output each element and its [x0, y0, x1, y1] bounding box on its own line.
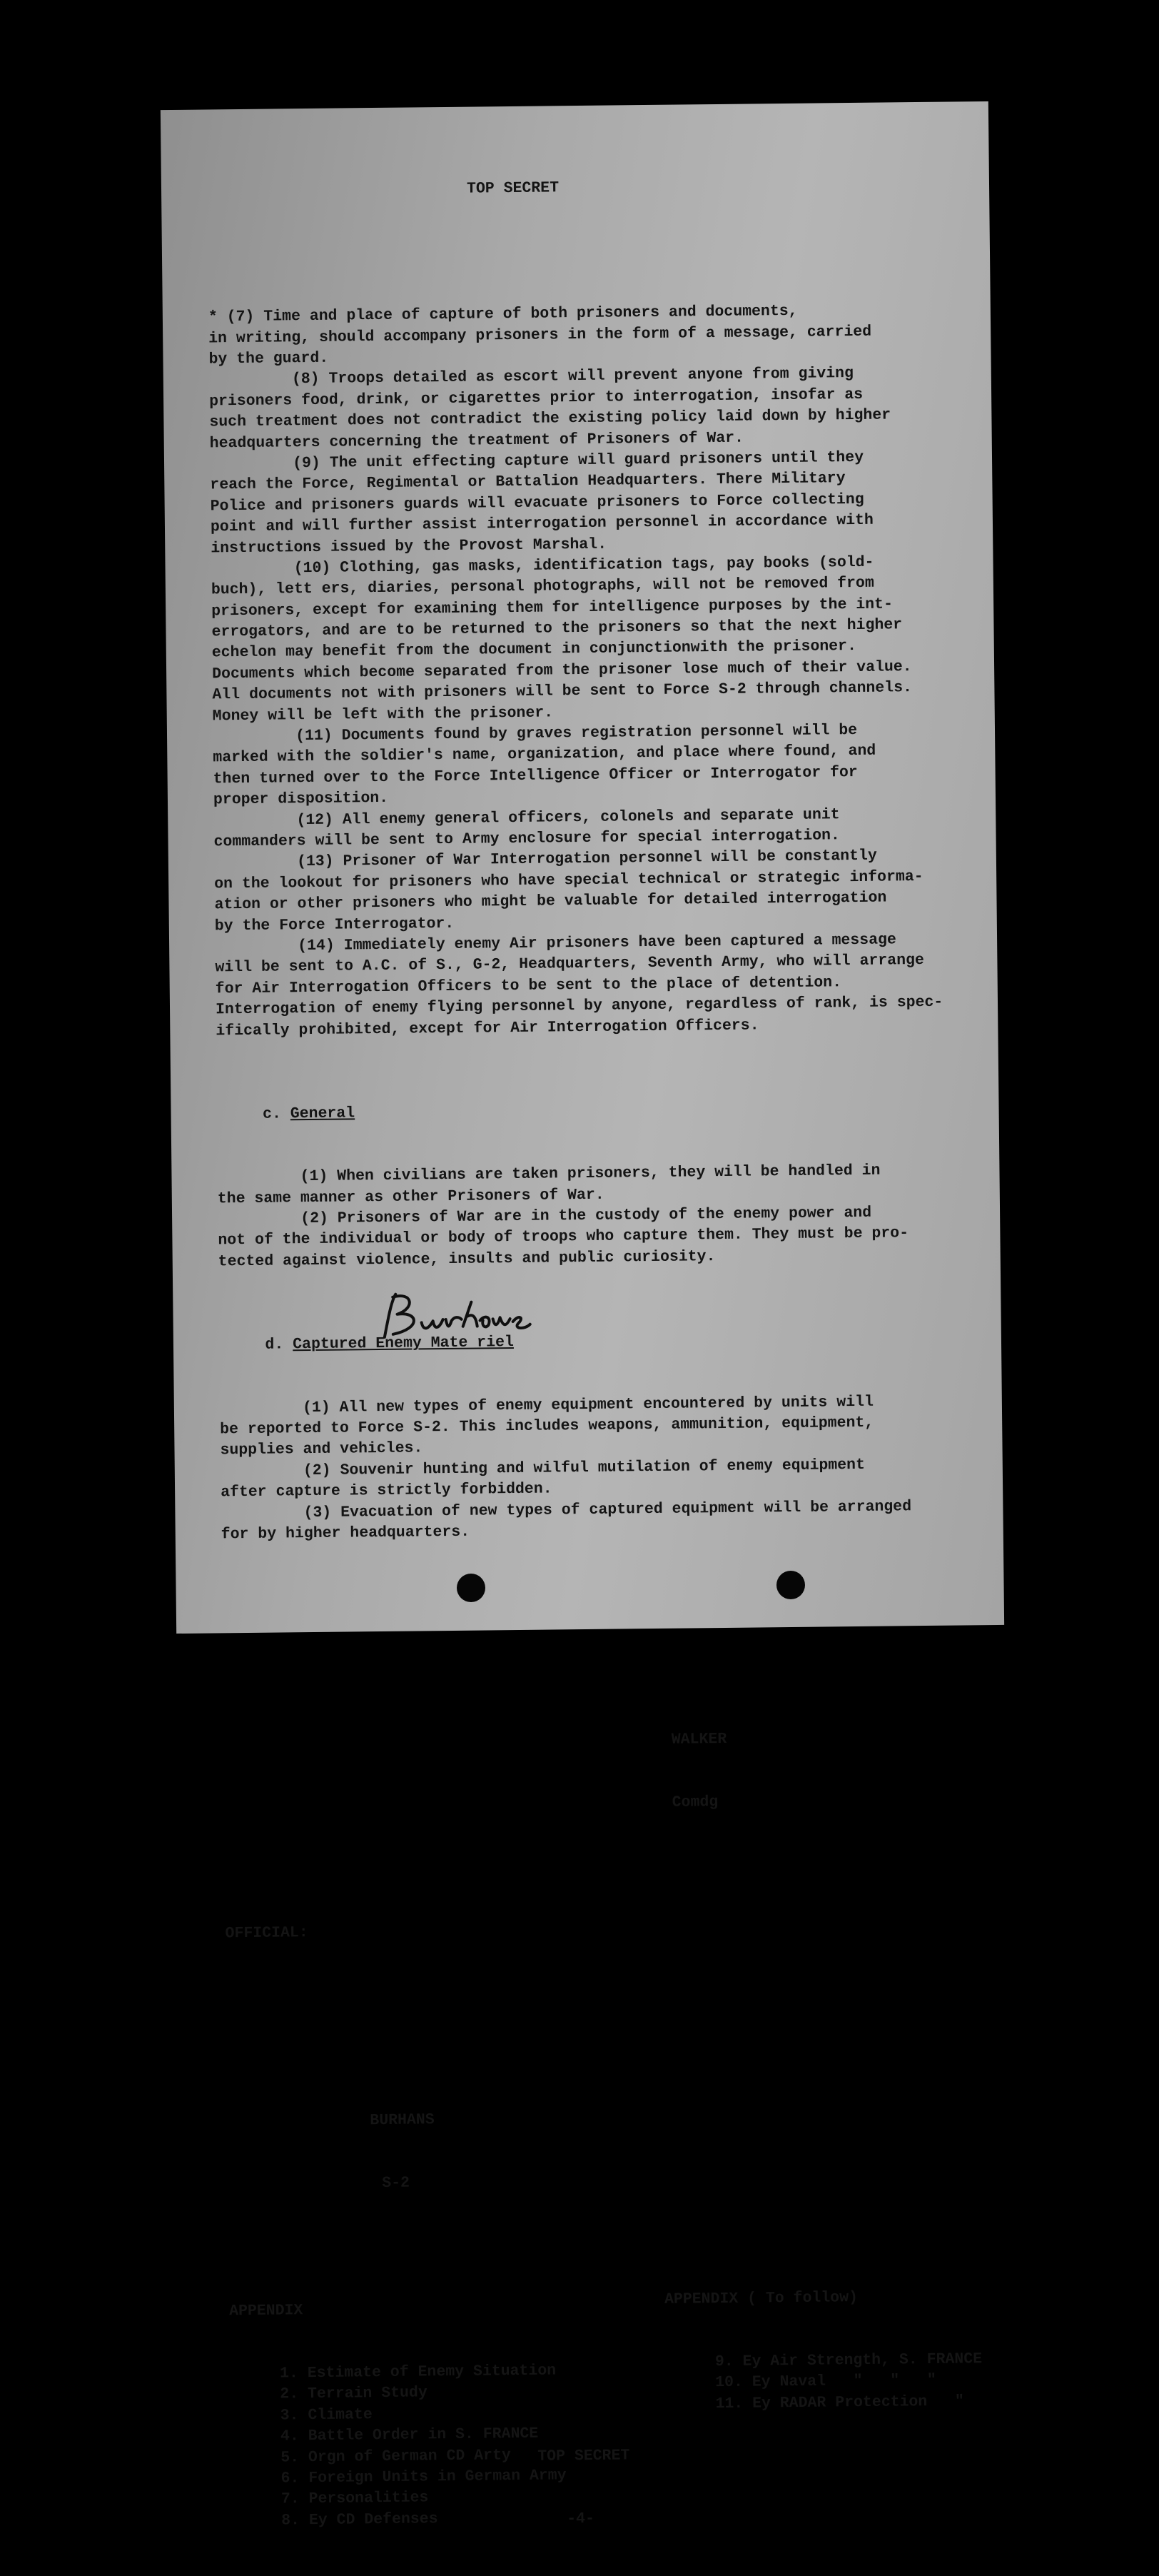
- punch-hole-right: [776, 1571, 805, 1599]
- section-d-heading: [219, 1328, 961, 1357]
- appendix-item: 5. Orgn of German CD Arty: [280, 2446, 511, 2467]
- appendix-left: [228, 2255, 567, 2574]
- official-name: BURHANS: [370, 2111, 435, 2130]
- text-line: point and will further assist interrogation personnel in accordance with: [210, 511, 874, 536]
- text-line: the same manner as other Prisoners of War.: [217, 1186, 604, 1208]
- text-line: in writing, should accompany prisoners in the form of a message, carried: [208, 323, 872, 348]
- text-line: (12) All enemy general officers, colonels and separate unit: [213, 805, 840, 830]
- text-line: (1) When civilians are taken prisoners, they will be handled in: [217, 1162, 881, 1187]
- text-line: then turned over to the Force Intelligence Officer or Interrogator for: [213, 763, 858, 788]
- text-line: All documents not with prisoners will be sent to Force S-2 through channels.: [212, 679, 913, 704]
- appendix-item: 4. Battle Order in S. FRANCE: [280, 2425, 539, 2445]
- text-line: tected against violence, insults and public curiosity.: [218, 1247, 716, 1271]
- text-line: supplies and vehicles.: [220, 1439, 423, 1459]
- appendix-block: [228, 2251, 983, 2530]
- text-line: reach the Force, Regimental or Battalion Headquarters. There Military: [210, 470, 846, 494]
- appendix-follow-title: APPENDIX ( To follow): [664, 2288, 859, 2308]
- document-sheet: [161, 101, 1004, 2530]
- appendix-item: 3. Climate: [280, 2406, 373, 2425]
- text-line: Police and prisoners guards will evacuate prisoners to Force collecting: [210, 490, 864, 515]
- text-line: such treatment does not contradict the existing policy laid down by higher: [209, 406, 891, 431]
- spacer: [223, 1664, 965, 1692]
- section-c-letter: c.: [262, 1105, 282, 1123]
- text-line: (8) Troops detailed as escort will prevent anyone from giving: [208, 365, 854, 389]
- text-line: by the Force Interrogator.: [214, 915, 455, 935]
- text-line: after capture is strictly forbidden.: [221, 1480, 552, 1501]
- text-line: (3) Evacuation of new types of captured equipment will be arranged: [221, 1497, 912, 1522]
- appendix-item: 11. Ey RADAR Protection ": [715, 2393, 965, 2413]
- text-line: Documents which become separated from the prisoner lose much of their value.: [212, 658, 912, 683]
- text-line: (10) Clothing, gas masks, identification tags, pay books (sold-: [211, 553, 874, 578]
- punch-hole-left: [457, 1574, 485, 1602]
- footer-classification: TOP SECRET: [537, 2447, 630, 2465]
- text-line: not of the individual or body of troops who capture them. They must be pro-: [218, 1224, 909, 1249]
- text-line: marked with the soldier's name, organization, and place where found, and: [213, 743, 876, 767]
- spacer: [226, 2041, 968, 2070]
- text-line: (14) Immediately enemy Air prisoners have been captured a message: [215, 931, 896, 956]
- text-line: (2) Prisoners of War are in the custody of the enemy power and: [218, 1204, 872, 1229]
- section-d-paragraphs: [220, 1391, 963, 1546]
- text-line: on the lookout for prisoners who have special technical or strategic informa-: [214, 867, 923, 893]
- spacer: [208, 237, 950, 266]
- text-line: will be sent to A.C. of S., G-2, Headquarters, Seventh Army, who will arrange: [215, 952, 924, 977]
- section-c-paragraphs: [217, 1160, 960, 1273]
- text-line: (2) Souvenir hunting and wilful mutilation of enemy equipment: [220, 1456, 866, 1481]
- section-d-title: Captured Enemy Mate riel: [293, 1334, 514, 1354]
- spacer: [222, 1601, 964, 1629]
- text-line: for by higher headquarters.: [221, 1523, 470, 1544]
- burhans-signature: [371, 1286, 543, 1348]
- main-paragraphs: [208, 300, 958, 1042]
- text-line: (9) The unit effecting capture will guard prisoners until they: [209, 448, 864, 473]
- appendix-item: 7. Personalities: [280, 2489, 429, 2508]
- text-line: echelon may benefit from the document in conjunctionwith the prisoner.: [211, 638, 857, 662]
- official-label: OFFICIAL:: [225, 1923, 308, 1942]
- text-line: (1) All new types of enemy equipment encountered by units will: [219, 1393, 874, 1418]
- footer: [537, 2404, 631, 2573]
- official-title: S-2: [382, 2175, 410, 2193]
- spacer: [226, 1978, 968, 2007]
- text-line: prisoners food, drink, or cigarettes prior to interrogation, insofar as: [209, 386, 864, 411]
- page-number: -4-: [567, 2510, 595, 2528]
- appendix-list: [230, 2360, 567, 2532]
- text-line: errogators, and are to be returned to the prisoners so that the next higher: [211, 616, 903, 641]
- appendix-item: 8. Ey CD Defenses: [281, 2510, 438, 2530]
- text-line: buch), lett ers, diaries, personal photographs, will not be removed from: [211, 574, 874, 599]
- appendix-item: 6. Foreign Units in German Army: [280, 2467, 567, 2487]
- text-line: (11) Documents found by graves registration personnel will be: [212, 721, 858, 746]
- top-secret-header: TOP SECRET: [466, 179, 560, 198]
- text-line: ation or other prisoners who might be valuable for detailed interrogation: [214, 889, 887, 914]
- text-line: commanders will be sent to Army enclosure for special interrogation.: [213, 827, 841, 851]
- text-line: proper disposition.: [213, 790, 389, 809]
- text-line: for Air Interrogation Officers to be sent to the place of detention.: [215, 973, 842, 998]
- text-line: Interrogation of enemy flying personnel by anyone, regardless of rank, is spec-: [215, 993, 943, 1019]
- appendix-item: 10. Ey Naval " " ": [715, 2372, 937, 2392]
- commander-name: WALKER: [671, 1730, 727, 1749]
- section-c-heading: [216, 1097, 958, 1126]
- appendix-item: 9. Ey Air Strength, S. FRANCE: [714, 2350, 983, 2371]
- appendix-item: 2. Terrain Study: [280, 2384, 427, 2404]
- commander-title: Comdg: [672, 1793, 719, 1812]
- spacer: [225, 1853, 967, 1881]
- appendix-title: APPENDIX: [229, 2302, 303, 2320]
- document-body: [206, 132, 983, 2530]
- appendix-follow-list: [665, 2349, 983, 2415]
- text-line: Money will be left with the prisoner.: [212, 704, 554, 725]
- text-line: instructions issued by the Provost Marshal.: [211, 535, 607, 557]
- text-line: (13) Prisoner of War Interrogation personnel will be constantly: [213, 847, 877, 872]
- text-line: be reported to Force S-2. This includes weapons, ammunition, equipment,: [220, 1414, 874, 1439]
- appendix-item: 1. Estimate of Enemy Situation: [279, 2362, 557, 2383]
- text-line: prisoners, except for examining them for intelligence purposes by the int-: [211, 595, 894, 620]
- appendix-right: [664, 2244, 983, 2457]
- text-line: ifically prohibited, except for Air Interrogation Officers.: [216, 1016, 759, 1040]
- section-d-letter: d.: [265, 1336, 284, 1354]
- text-line: headquarters concerning the treatment of Prisoners of War.: [209, 429, 744, 452]
- section-c-title: General: [290, 1105, 355, 1123]
- text-line: * (7) Time and place of capture of both prisoners and documents,: [208, 303, 798, 326]
- text-line: by the guard.: [208, 349, 329, 368]
